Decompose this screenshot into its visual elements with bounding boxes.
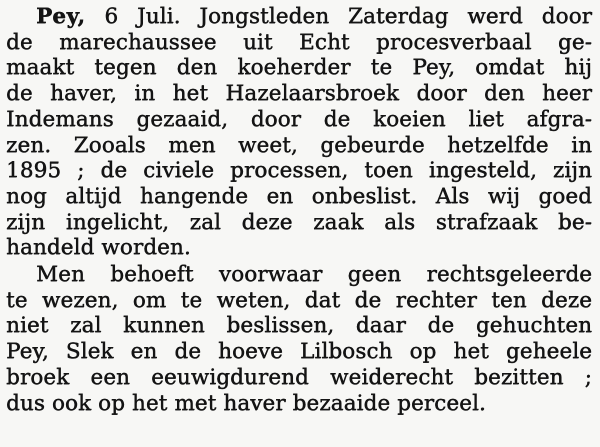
text-line: de haver, in het Hazelaarsbroek door den heer xyxy=(6,81,592,107)
paragraph-1 xyxy=(6,4,592,261)
text-line: zijn ingelicht, zal deze zaak als strafzaak be- xyxy=(6,209,592,235)
text-line: dus ook op het met haver bezaaide perceel. xyxy=(6,390,486,416)
text-line: nog altijd hangende en onbeslist. Als wij goed xyxy=(6,183,592,209)
text-line: de marechaussee uit Echt procesverbaal ge- xyxy=(6,29,592,55)
dateline-place: Pey, xyxy=(36,4,86,29)
text-line: zen. Zooals men weet, gebeurde hetzelfde in xyxy=(6,132,592,158)
text-line: niet zal kunnen beslissen, daar de gehuchten xyxy=(6,313,592,339)
text-line: maakt tegen den koeherder te Pey, omdat hij xyxy=(6,55,592,81)
text-line: 1895 ; de civiele processen, toen ingesteld, zijn xyxy=(6,158,592,184)
text-line: te wezen, om te weten, dat de rechter ten deze xyxy=(6,287,592,313)
text-line: Men behoeft voorwaar geen rechtsgeleerde xyxy=(36,262,592,288)
dateline-date: 6 Juli. Jongstleden Zaterdag werd door xyxy=(85,4,592,29)
dateline-line xyxy=(6,4,592,30)
text-line: handeld worden. xyxy=(6,235,191,261)
text-line: Indemans gezaaid, door de koeien liet afgra- xyxy=(6,106,592,132)
text-line: Pey, Slek en de hoeve Lilbosch op het geheele xyxy=(6,339,592,365)
text-line: broek een eeuwigdurend weiderecht bezitten ; xyxy=(6,364,592,390)
paragraph-2 xyxy=(6,262,592,416)
